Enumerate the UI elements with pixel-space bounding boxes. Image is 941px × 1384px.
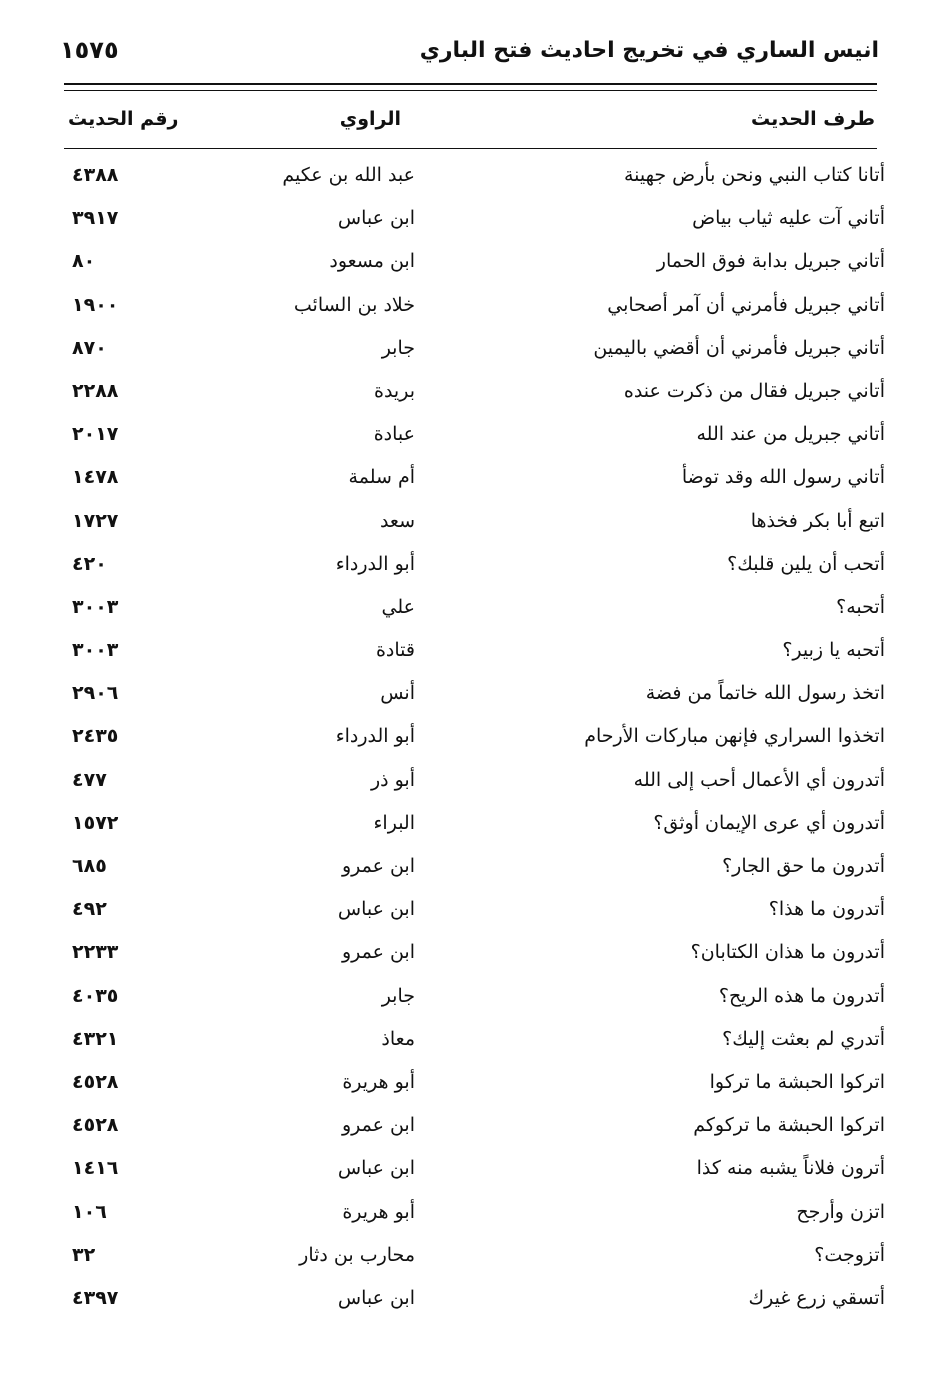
hadith-start-cell: أتسقي زرع غيرك [748,1286,885,1309]
table-row [60,1106,885,1149]
column-header-hadith-number: رقم الحديث [68,108,179,130]
table-row [60,761,885,804]
hadith-number-cell: ٨٧٠ [72,336,107,359]
table-row [60,286,885,329]
narrator-cell: البراء [373,811,415,834]
hadith-number-cell: ٨٠ [72,250,96,273]
hadith-number-cell: ١٤١٦ [72,1157,119,1180]
hadith-number-cell: ٢٤٣٥ [72,725,119,748]
hadith-start-cell: أتدري لم بعثت إليك؟ [722,1027,885,1050]
narrator-cell: أبو ذر [370,768,415,791]
narrator-cell: خلاد بن السائب [293,293,415,316]
header-rule-thick [64,83,877,85]
column-header-hadith-start: طرف الحديث [751,108,875,130]
table-row [60,933,885,976]
narrator-cell: علي [381,595,415,618]
table-row [60,1279,885,1322]
hadith-number-cell: ٣٢ [72,1243,96,1266]
hadith-start-cell: أتاني جبريل بدابة فوق الحمار [656,250,885,273]
hadith-start-cell: اتزن وأرجح [796,1200,885,1223]
table-row [60,1193,885,1236]
narrator-cell: ابن عباس [337,207,415,230]
hadith-number-cell: ٤٩٢ [72,898,107,921]
table-row [60,502,885,545]
narrator-cell: سعد [379,509,415,532]
hadith-number-cell: ٣٠٠٣ [72,639,119,662]
hadith-start-cell: أتحبه يا زبير؟ [782,639,885,662]
hadith-number-cell: ٤٥٢٨ [72,1114,119,1137]
column-header-rule [64,148,877,149]
hadith-start-cell: أتاني رسول الله وقد توضأ [681,466,885,489]
narrator-cell: ابن عمرو [341,941,415,964]
hadith-start-cell: أتدرون أي عرى الإيمان أوثق؟ [653,811,885,834]
hadith-start-cell: اتركوا الحبشة ما تركوكم [693,1114,885,1137]
table-row [60,242,885,285]
narrator-cell: عبد الله بن عكيم [282,164,415,186]
hadith-start-cell: أتاني آت عليه ثياب بياض [692,207,885,230]
narrator-cell: أبو الدرداء [335,725,415,748]
narrator-cell: أم سلمة [348,466,415,489]
hadith-number-cell: ١٩٠٠ [72,293,119,316]
hadith-number-cell: ٢٢٨٨ [72,379,119,402]
hadith-index-table [60,156,885,1322]
table-row [60,199,885,242]
table-row [60,847,885,890]
hadith-start-cell: أتاني جبريل فأمرني أن آمر أصحابي [607,293,885,316]
narrator-cell: ابن عباس [337,898,415,921]
book-title: انيس الساري في تخريج احاديث فتح الباري [419,38,879,63]
table-row [60,372,885,415]
narrator-cell: معاذ [381,1027,415,1050]
narrator-cell: محارب بن دثار [299,1243,415,1266]
table-row [60,717,885,760]
narrator-cell: بريدة [374,379,415,402]
hadith-number-cell: ١٤٧٨ [72,466,119,489]
hadith-start-cell: أتدرون ما هذا؟ [768,898,885,921]
table-row [60,977,885,1020]
hadith-start-cell: أترون فلاناً يشبه منه كذا [696,1157,885,1180]
narrator-cell: أبو الدرداء [335,552,415,575]
header-rule-thin [64,90,877,91]
table-row [60,1149,885,1192]
table-row [60,1063,885,1106]
hadith-number-cell: ٢٢٣٣ [72,941,119,964]
narrator-cell: جابر [381,336,415,359]
hadith-number-cell: ١٠٦ [72,1200,107,1223]
table-row [60,890,885,933]
hadith-number-cell: ٤٣٩٧ [72,1286,119,1309]
table-row [60,674,885,717]
column-headers [60,100,879,140]
narrator-cell: أبو هريرة [342,1070,415,1093]
table-row [60,1020,885,1063]
narrator-cell: ابن عمرو [341,855,415,877]
hadith-number-cell: ٤٣٢١ [72,1027,119,1050]
hadith-start-cell: أتدرون ما حق الجار؟ [722,855,885,877]
table-row [60,156,885,199]
table-row [60,329,885,372]
column-header-narrator: الراوي [339,108,401,130]
hadith-number-cell: ١٧٢٧ [72,509,119,532]
hadith-number-cell: ٣٠٠٣ [72,595,119,618]
hadith-start-cell: اتخذوا السراري فإنهن مباركات الأرحام [584,725,885,748]
hadith-number-cell: ٤٧٧ [72,768,107,791]
running-header [60,34,879,80]
hadith-number-cell: ٤٣٨٨ [72,164,119,186]
narrator-cell: قتادة [375,639,415,662]
narrator-cell: عبادة [373,423,415,446]
table-row [60,458,885,501]
hadith-start-cell: أتاني جبريل من عند الله [696,423,885,446]
hadith-number-cell: ٢٠١٧ [72,423,119,446]
hadith-start-cell: أتحبه؟ [836,595,885,618]
narrator-cell: جابر [381,984,415,1007]
hadith-number-cell: ١٥٧٢ [72,811,119,834]
hadith-number-cell: ٤٠٣٥ [72,984,119,1007]
hadith-start-cell: اتبع أبا بكر فخذها [750,509,885,532]
hadith-number-cell: ٢٩٠٦ [72,682,119,705]
narrator-cell: ابن مسعود [329,250,415,273]
table-row [60,545,885,588]
table-row [60,804,885,847]
narrator-cell: أبو هريرة [342,1200,415,1223]
narrator-cell: ابن عباس [337,1157,415,1180]
hadith-number-cell: ٦٨٥ [72,855,107,877]
hadith-start-cell: أتزوجت؟ [814,1243,885,1266]
table-row [60,631,885,674]
narrator-cell: ابن عمرو [341,1114,415,1137]
hadith-start-cell: اتركوا الحبشة ما تركوا [709,1070,885,1093]
hadith-start-cell: أتاني جبريل فقال من ذكرت عنده [623,379,885,402]
narrator-cell: أنس [380,682,415,705]
hadith-number-cell: ٤٥٢٨ [72,1070,119,1093]
hadith-start-cell: أتانا كتاب النبي ونحن بأرض جهينة [623,164,885,186]
hadith-start-cell: أتدرون أي الأعمال أحب إلى الله [633,768,885,791]
page-number: ١٥٧٥ [60,36,119,64]
table-row [60,588,885,631]
table-row [60,415,885,458]
hadith-start-cell: أتاني جبريل فأمرني أن أقضي باليمين [593,336,885,359]
narrator-cell: ابن عباس [337,1286,415,1309]
hadith-number-cell: ٣٩١٧ [72,207,119,230]
hadith-start-cell: أتدرون ما هذان الكتابان؟ [690,941,885,964]
table-row [60,1236,885,1279]
hadith-start-cell: اتخذ رسول الله خاتماً من فضة [645,682,885,705]
hadith-start-cell: أتحب أن يلين قلبك؟ [727,552,885,575]
hadith-number-cell: ٤٢٠ [72,552,107,575]
hadith-start-cell: أتدرون ما هذه الريح؟ [718,984,885,1007]
